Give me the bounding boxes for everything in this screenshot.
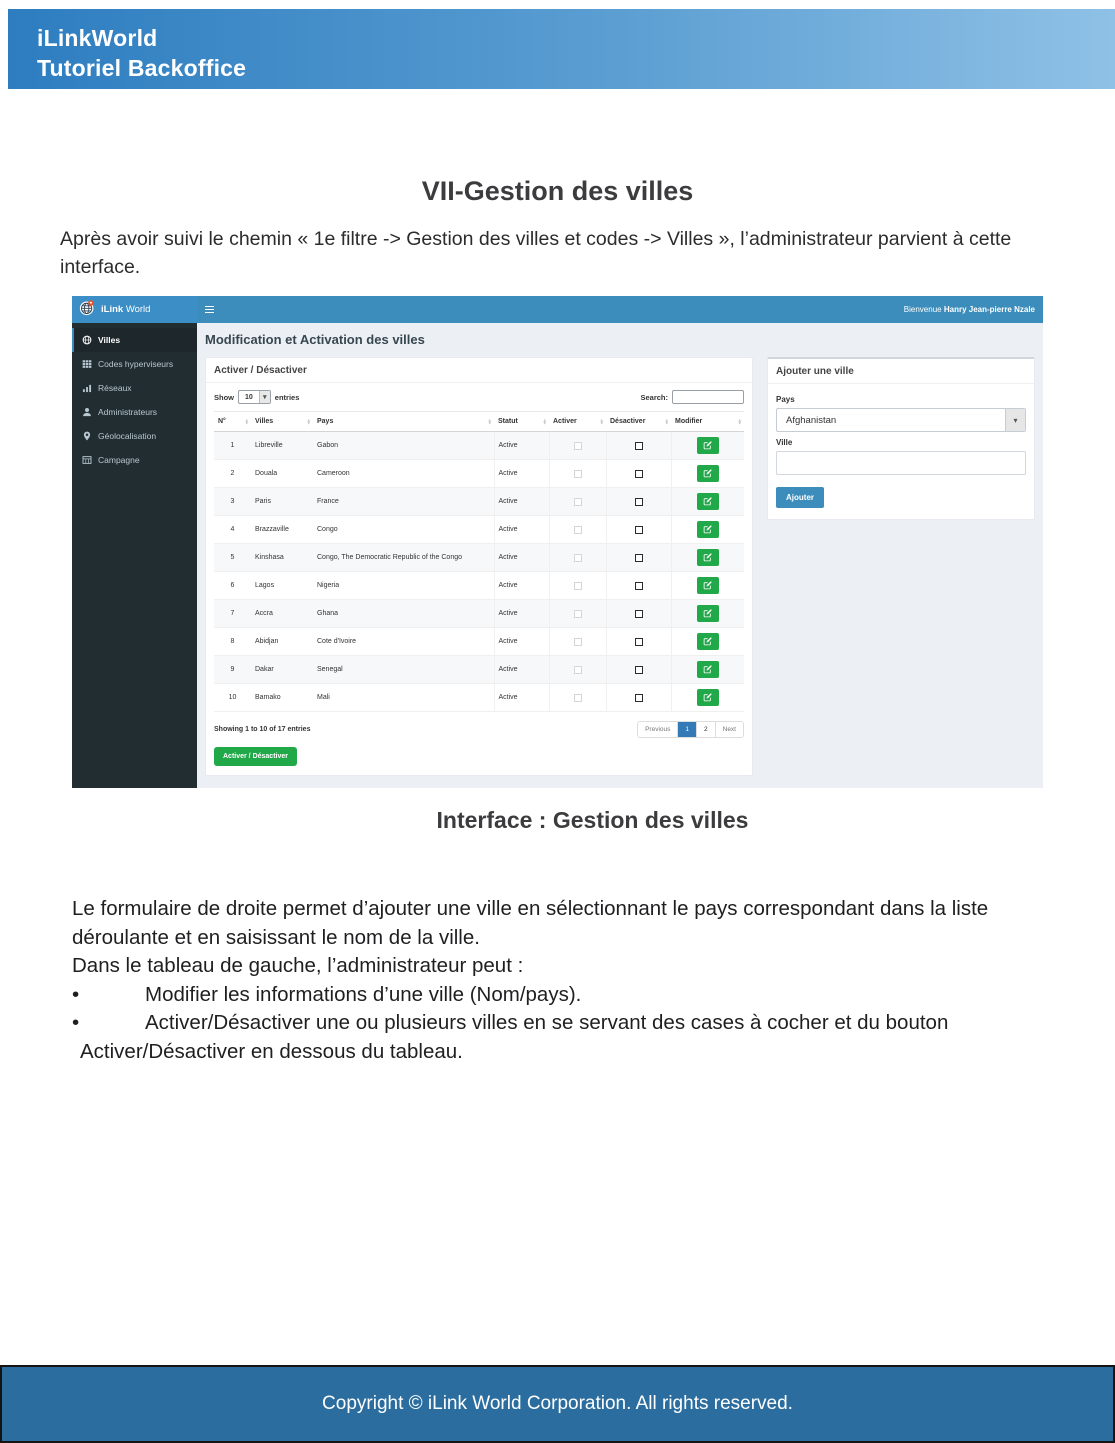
- sidebar-toggle-hamburger-icon[interactable]: [205, 306, 214, 314]
- page-title: Modification et Activation des villes: [205, 332, 425, 347]
- cell-pays: Congo, The Democratic Republic of the Congo: [313, 544, 494, 572]
- cell-statut: Active: [494, 488, 549, 516]
- user-icon: [82, 407, 92, 417]
- column-header-statut[interactable]: Statut ▲ ▼: [494, 412, 549, 432]
- desactiver-checkbox[interactable]: [635, 442, 643, 450]
- cell-statut: Active: [494, 628, 549, 656]
- cell-activer: [549, 544, 606, 572]
- cell-ville: Douala: [251, 460, 313, 488]
- activer-checkbox[interactable]: [574, 610, 582, 618]
- doc-footer: Copyright © iLink World Corporation. All rights reserved.: [0, 1365, 1115, 1443]
- cell-statut: Active: [494, 600, 549, 628]
- cell-ville: Bamako: [251, 684, 313, 712]
- cell-ville: Accra: [251, 600, 313, 628]
- show-label: Show: [214, 392, 234, 402]
- sort-icon: ▲ ▼: [664, 416, 669, 426]
- doc-body-text: [72, 895, 1067, 1066]
- app-brand: iLink World: [101, 304, 151, 315]
- app-screenshot: [72, 296, 1043, 788]
- cell-modifier: [671, 432, 744, 460]
- entries-select[interactable]: 10 ▾: [238, 390, 271, 404]
- activer-checkbox[interactable]: [574, 526, 582, 534]
- modifier-button[interactable]: [697, 437, 719, 454]
- table-row: [214, 628, 744, 656]
- bullet-continuation: Activer/Désactiver en dessous du tableau.: [80, 1039, 463, 1063]
- cell-activer: [549, 488, 606, 516]
- doc-header-line1: iLinkWorld: [37, 25, 158, 51]
- cell-pays: Gabon: [313, 432, 494, 460]
- cell-desactiver: [606, 432, 671, 460]
- search-label: Search:: [640, 392, 668, 402]
- cell-ville: Brazzaville: [251, 516, 313, 544]
- desactiver-checkbox[interactable]: [635, 610, 643, 618]
- grid-icon: [82, 359, 92, 369]
- cell-modifier: [671, 572, 744, 600]
- modifier-button[interactable]: [697, 493, 719, 510]
- pagination-2[interactable]: 2: [696, 722, 715, 737]
- cell-desactiver: [606, 656, 671, 684]
- pagination: [637, 721, 744, 738]
- bullet-item: • Activer/Désactiver une ou plusieurs villes en se servant des cases à cocher et du bouton: [72, 1009, 1067, 1038]
- sidebar: [72, 323, 197, 788]
- activer-checkbox[interactable]: [574, 554, 582, 562]
- modifier-button[interactable]: [697, 689, 719, 706]
- activer-checkbox[interactable]: [574, 442, 582, 450]
- desactiver-checkbox[interactable]: [635, 498, 643, 506]
- modifier-button[interactable]: [697, 549, 719, 566]
- cell-statut: Active: [494, 432, 549, 460]
- sidebar-item-label: Codes hyperviseurs: [98, 359, 174, 369]
- app-logo[interactable]: [72, 296, 197, 323]
- cell-modifier: [671, 516, 744, 544]
- page-length-control: [214, 390, 299, 404]
- app-navbar: [197, 296, 1043, 323]
- table-row: [214, 684, 744, 712]
- modifier-button[interactable]: [697, 633, 719, 650]
- doc-intro: Après avoir suivi le chemin « 1e filtre -> Gestion des villes et codes -> Villes », l’administrateur parvient à cette interface.: [60, 228, 1012, 278]
- chevron-down-icon: ▾: [259, 391, 270, 403]
- cell-activer: [549, 516, 606, 544]
- column-header-d-sactiver[interactable]: Désactiver ▲ ▼: [606, 412, 671, 432]
- cell-statut: Active: [494, 656, 549, 684]
- table-icon: [82, 455, 92, 465]
- welcome-text: Bienvenue Hanry Jean-pierre Nzale: [903, 305, 1035, 314]
- chevron-down-icon: ▾: [1005, 409, 1025, 431]
- cell-pays: Cameroon: [313, 460, 494, 488]
- body-paragraph: Le formulaire de droite permet d’ajouter une ville en sélectionnant le pays correspondant dans la liste déroulante et en saisissant le nom de la ville.: [72, 897, 989, 949]
- villes-table: [214, 411, 744, 712]
- villes-table-card: [205, 357, 753, 776]
- cell-ville: Paris: [251, 488, 313, 516]
- entries-label: entries: [274, 392, 300, 402]
- cell-modifier: [671, 656, 744, 684]
- add-ville-title: Ajouter une ville: [768, 359, 1034, 384]
- body-paragraph: Dans le tableau de gauche, l’administrateur peut :: [72, 954, 524, 977]
- cell-desactiver: [606, 628, 671, 656]
- sidebar-item-label: Administrateurs: [98, 407, 158, 417]
- cell-pays: Senegal: [313, 656, 494, 684]
- cell-desactiver: [606, 488, 671, 516]
- map-marker-icon: [82, 431, 92, 441]
- cell-desactiver: [606, 572, 671, 600]
- desactiver-checkbox[interactable]: [635, 694, 643, 702]
- activer-checkbox[interactable]: [574, 694, 582, 702]
- cell-modifier: [671, 460, 744, 488]
- sidebar-item-label: Villes: [98, 335, 121, 345]
- add-ville-card: [767, 357, 1035, 520]
- table-row: [214, 488, 744, 516]
- table-row: [214, 600, 744, 628]
- cell-ville: Dakar: [251, 656, 313, 684]
- cell-activer: [549, 460, 606, 488]
- cell-desactiver: [606, 600, 671, 628]
- sidebar-item-villes[interactable]: [72, 328, 197, 352]
- modifier-button[interactable]: [697, 605, 719, 622]
- cell-statut: Active: [494, 460, 549, 488]
- activer-checkbox[interactable]: [574, 498, 582, 506]
- cell-ville: Libreville: [251, 432, 313, 460]
- cell-modifier: [671, 600, 744, 628]
- desactiver-checkbox[interactable]: [635, 526, 643, 534]
- doc-title: VII-Gestion des villes: [421, 176, 694, 206]
- activer-checkbox[interactable]: [574, 638, 582, 646]
- cell-numero: 6: [214, 572, 251, 600]
- cell-pays: Congo: [313, 516, 494, 544]
- pagination-1[interactable]: 1: [677, 722, 696, 737]
- cell-numero: 4: [214, 516, 251, 544]
- cell-numero: 10: [214, 684, 251, 712]
- sidebar-item-administrateurs[interactable]: [72, 400, 197, 424]
- cell-activer: [549, 600, 606, 628]
- modifier-button[interactable]: [697, 465, 719, 482]
- cell-modifier: [671, 488, 744, 516]
- cell-statut: Active: [494, 572, 549, 600]
- ajouter-button[interactable]: Ajouter: [776, 487, 824, 508]
- modifier-button[interactable]: [697, 577, 719, 594]
- bullet-item: • Modifier les informations d’une ville (Nom/pays).: [72, 981, 1067, 1010]
- cell-activer: [549, 656, 606, 684]
- ville-input[interactable]: [776, 451, 1026, 475]
- column-header-n-[interactable]: N° ▲ ▼: [214, 412, 251, 432]
- desactiver-checkbox[interactable]: [635, 554, 643, 562]
- sort-icon: ▲ ▼: [599, 416, 604, 426]
- cell-numero: 9: [214, 656, 251, 684]
- ville-label: Ville: [776, 438, 793, 447]
- sort-icon: ▲ ▼: [306, 416, 311, 426]
- cell-desactiver: [606, 516, 671, 544]
- cell-pays: France: [313, 488, 494, 516]
- cell-pays: Ghana: [313, 600, 494, 628]
- cell-desactiver: [606, 460, 671, 488]
- sidebar-item-campagne[interactable]: [72, 448, 197, 472]
- cell-desactiver: [606, 684, 671, 712]
- cell-activer: [549, 432, 606, 460]
- app-body: [72, 323, 1043, 788]
- cell-desactiver: [606, 544, 671, 572]
- main-content: [197, 323, 1043, 788]
- modifier-button[interactable]: [697, 521, 719, 538]
- cell-statut: Active: [494, 684, 549, 712]
- sort-icon: ▲ ▼: [542, 416, 547, 426]
- figure-caption: Interface : Gestion des villes: [436, 807, 749, 833]
- column-header-activer[interactable]: Activer ▲ ▼: [549, 412, 606, 432]
- search-input[interactable]: [672, 390, 744, 404]
- bullet-glyph: •: [72, 1011, 80, 1034]
- globe-icon: [82, 335, 92, 345]
- table-row: [214, 460, 744, 488]
- doc-header-line2: Tutoriel Backoffice: [37, 55, 247, 81]
- pays-label: Pays: [776, 395, 795, 404]
- desactiver-checkbox[interactable]: [635, 666, 643, 674]
- table-row: [214, 516, 744, 544]
- desactiver-checkbox[interactable]: [635, 638, 643, 646]
- cell-ville: Kinshasa: [251, 544, 313, 572]
- cell-ville: Lagos: [251, 572, 313, 600]
- table-row: [214, 432, 744, 460]
- bar-chart-icon: [82, 383, 92, 393]
- pays-selected-value: Afghanistan: [786, 414, 837, 426]
- bullet-glyph: •: [72, 982, 80, 1006]
- activer-desactiver-button[interactable]: Activer / Désactiver: [214, 747, 297, 766]
- doc-header: [8, 9, 1115, 89]
- sidebar-item-g-olocalisation[interactable]: [72, 424, 197, 448]
- cell-modifier: [671, 544, 744, 572]
- activer-checkbox[interactable]: [574, 582, 582, 590]
- desactiver-checkbox[interactable]: [635, 582, 643, 590]
- cell-numero: 5: [214, 544, 251, 572]
- pays-select[interactable]: [776, 408, 1026, 432]
- sidebar-item-label: Réseaux: [98, 383, 132, 393]
- pagination-previous[interactable]: Previous: [638, 722, 677, 737]
- cell-activer: [549, 628, 606, 656]
- column-header-pays[interactable]: Pays ▲ ▼: [313, 412, 494, 432]
- desactiver-checkbox[interactable]: [635, 470, 643, 478]
- cell-numero: 2: [214, 460, 251, 488]
- globe-pin-logo-icon: [79, 299, 96, 321]
- activer-checkbox[interactable]: [574, 470, 582, 478]
- cell-pays: Nigeria: [313, 572, 494, 600]
- modifier-button[interactable]: [697, 661, 719, 678]
- table-card-title: Activer / Désactiver: [206, 358, 752, 383]
- sidebar-item-r-seaux[interactable]: [72, 376, 197, 400]
- table-row: [214, 656, 744, 684]
- cell-statut: Active: [494, 544, 549, 572]
- cell-activer: [549, 572, 606, 600]
- sidebar-item-label: Géolocalisation: [98, 431, 157, 441]
- cell-numero: 7: [214, 600, 251, 628]
- activer-checkbox[interactable]: [574, 666, 582, 674]
- pagination-next[interactable]: Next: [715, 722, 743, 737]
- sidebar-item-label: Campagne: [98, 455, 140, 465]
- cell-statut: Active: [494, 516, 549, 544]
- cell-modifier: [671, 684, 744, 712]
- sort-icon: ▲ ▼: [737, 416, 742, 426]
- column-header-villes[interactable]: Villes ▲ ▼: [251, 412, 313, 432]
- sort-icon: ▲ ▼: [244, 416, 249, 426]
- cell-pays: Mali: [313, 684, 494, 712]
- sidebar-item-codes-hyperviseurs[interactable]: [72, 352, 197, 376]
- cell-numero: 8: [214, 628, 251, 656]
- cell-ville: Abidjan: [251, 628, 313, 656]
- table-row: [214, 572, 744, 600]
- cell-activer: [549, 684, 606, 712]
- app-topbar: [72, 296, 1043, 323]
- cell-modifier: [671, 628, 744, 656]
- cell-pays: Cote d'Ivoire: [313, 628, 494, 656]
- cell-numero: 1: [214, 432, 251, 460]
- cell-numero: 3: [214, 488, 251, 516]
- sort-icon: ▲ ▼: [487, 416, 492, 426]
- table-row: [214, 544, 744, 572]
- column-header-modifier[interactable]: Modifier ▲ ▼: [671, 412, 744, 432]
- table-info: Showing 1 to 10 of 17 entries: [214, 726, 311, 733]
